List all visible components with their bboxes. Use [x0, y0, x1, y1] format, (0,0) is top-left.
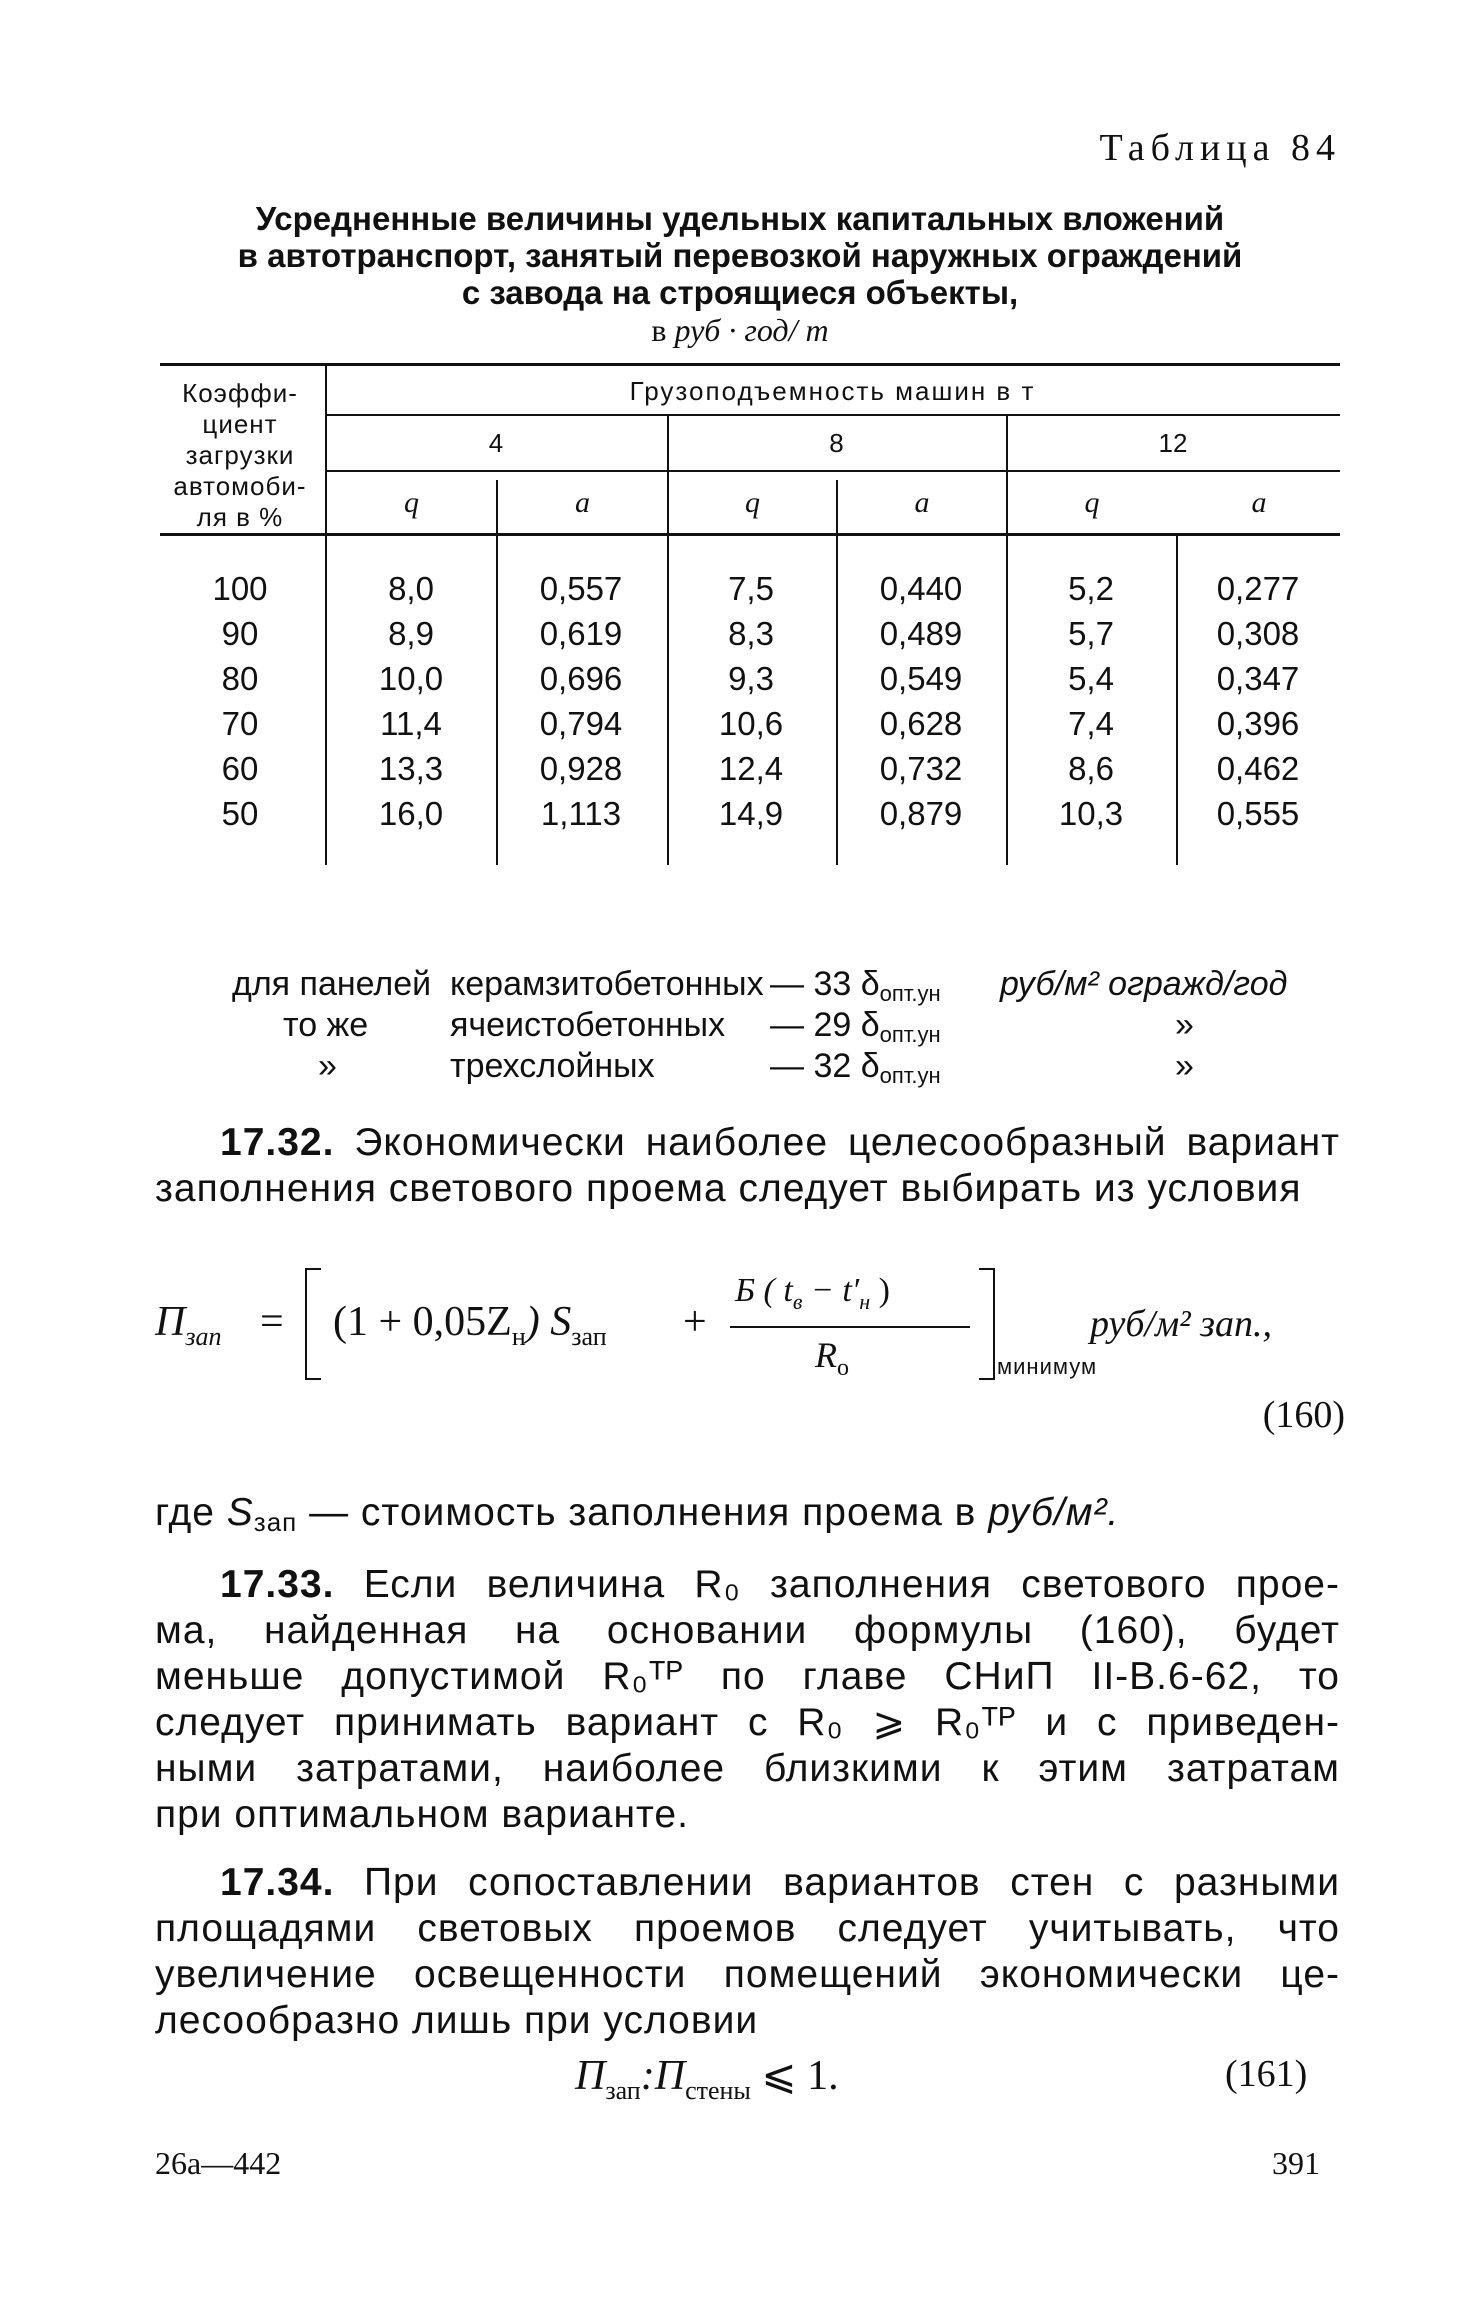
note-prefix: »: [318, 1047, 337, 1085]
header-bottom-rule: [160, 533, 1340, 536]
table-cell: 0,549: [879, 660, 963, 697]
note-units: »: [1175, 1047, 1194, 1085]
table-cell: 5,4: [1068, 660, 1114, 697]
paragraph-text: Экономически наиболее целесообразный вариант заполнения светового проема следует выбирать из условия: [155, 1121, 1340, 1210]
table-cell: 5,7: [1068, 615, 1114, 652]
fraction-bar: [730, 1326, 970, 1328]
table-number: Таблица 84: [1099, 127, 1341, 169]
note-prefix: то же: [283, 1006, 369, 1044]
table-cell-load: 50: [221, 795, 259, 832]
table-cell: 8,9: [388, 615, 434, 652]
table-cell: 0,928: [539, 750, 623, 787]
note-material: ячеистобетонных: [450, 1006, 726, 1044]
note-value: — 29 $\delta_{опт.ун}$: [770, 1006, 941, 1047]
table-cell: 10,3: [1058, 795, 1124, 832]
table-cell: 9,3: [728, 660, 774, 697]
capacity-4: 4: [488, 428, 504, 458]
equation-number: (160): [1262, 1394, 1345, 1436]
table-caption: [220, 200, 1260, 311]
table-cell: 0,696: [539, 660, 623, 697]
col-divider-2: [667, 416, 669, 865]
caption-line-2: в автотранспорт, занятый перевозкой наружных ограждений: [237, 237, 1243, 274]
table-cell: 10,0: [378, 660, 444, 697]
table-cell: 0,619: [539, 615, 623, 652]
table-cell: 10,6: [718, 705, 784, 742]
table-cell-load: 100: [212, 570, 268, 607]
units-value: руб · год/ т: [674, 312, 829, 348]
table-cell-load: 70: [221, 705, 259, 742]
table-cell: 0,462: [1216, 750, 1300, 787]
table-cell: 0,396: [1216, 705, 1300, 742]
note-material: керамзитобетонных: [450, 965, 764, 1003]
where-line: где Sзап — стоимость заполнения проема в руб/м².: [155, 1491, 1120, 1537]
subheader-q: q: [404, 486, 419, 519]
table-cell: 1,113: [540, 795, 622, 832]
section-number: 17.32.: [220, 1121, 335, 1164]
subheader-q: q: [745, 486, 760, 519]
table-cell: 8,6: [1068, 750, 1114, 787]
col-divider-4: [1006, 416, 1008, 865]
table-cell: 0,440: [879, 570, 963, 607]
table-cell: 11,4: [380, 705, 442, 742]
page-number: 391: [1272, 2145, 1320, 2181]
group-header-rule: [325, 414, 1340, 416]
table-cell: 0,628: [879, 705, 963, 742]
group-header: Грузоподъемность машин в т: [629, 376, 1036, 406]
formula-161: $П_{зап}:П_{стены}$ ⩽ 1.: [575, 2053, 839, 2105]
table-top-rule: [160, 363, 1340, 366]
table-cell: 14,9: [718, 795, 784, 832]
table-cell: 7,5: [728, 570, 774, 607]
table-cell: 16,0: [378, 795, 444, 832]
table-cell: 0,489: [879, 615, 963, 652]
equation-number-161: (161): [1225, 2053, 1308, 2095]
note-units: руб/м² огражд/год: [1000, 965, 1288, 1003]
note-units: »: [1175, 1006, 1194, 1044]
capacity-8: 8: [829, 428, 844, 458]
col-divider-3: [836, 480, 838, 865]
table-cell-load: 80: [221, 660, 259, 697]
stub-header: Коэффи- циент загрузки автомоби- ля в %: [173, 378, 307, 532]
caption-line-1: Усредненные величины удельных капитальных вложений: [255, 200, 1225, 237]
table-cell: 7,4: [1068, 705, 1114, 742]
table-cell: 12,4: [718, 750, 784, 787]
paragraph-17-32: [155, 1120, 1340, 1212]
units-prefix: в: [651, 312, 667, 348]
left-bracket: [305, 1268, 307, 1380]
note-value: — 32 $\delta_{опт.ун}$: [770, 1047, 941, 1088]
caption-line-3: с завода на строящиеся объекты,: [461, 274, 1019, 311]
table-cell: 5,2: [1068, 570, 1114, 607]
table-units: [220, 312, 1260, 349]
capacity-rule: [325, 470, 1340, 472]
subheader-a: a: [575, 486, 590, 519]
footer-signature: 26а—442: [155, 2145, 282, 2181]
table-cell: 0,732: [879, 750, 963, 787]
table-cell: 0,879: [879, 795, 963, 832]
table-cell: 13,3: [378, 750, 444, 787]
paragraph-17-34: 17.34. При сопоставлении вариантов стен с разными площадями световых проемов следует учитывать, что увеличение освещенности помещений экономически це- лесообразно лишь при условии: [155, 1861, 1340, 2042]
table-cell: 0,308: [1216, 615, 1300, 652]
table-cell: 0,277: [1216, 570, 1300, 607]
table-cell-load: 60: [221, 750, 259, 787]
right-bracket: [993, 1268, 995, 1380]
table-cell: 8,0: [388, 570, 434, 607]
col-divider-1: [496, 480, 498, 865]
table-cell: 0,555: [1216, 795, 1300, 832]
note-prefix: для панелей: [232, 965, 432, 1003]
table-cell: 8,3: [728, 615, 774, 652]
subheader-a: a: [1251, 486, 1267, 519]
note-material: трехслойных: [450, 1047, 655, 1085]
subheader-a: a: [914, 486, 930, 519]
paragraph-17-33: 17.33. Если величина R₀ заполнения светового прое- ма, найденная на основании формулы (160), будет меньше допустимой R₀ᵀᴾ по главе СНиП II-В.6-62, то следует принимать вариант с R₀ ⩾ R₀ᵀᴾ и с приведен- ными затратами, наиболее близкими к этим затратам при оптимальном варианте.: [155, 1563, 1340, 1836]
formula-160: $П_{зап}$ = $(1 + 0,05Z_н)$ $S_{зап}$ + Б ( $t_в - t'_н$ ) $R_о$ минимум руб/м² зап., (160): [155, 1268, 1345, 1438]
table-cell-load: 90: [221, 615, 259, 652]
note-value: — 33 $\delta_{опт.ун}$: [770, 965, 941, 1006]
table-cell: 0,794: [539, 705, 623, 742]
subheader-q: q: [1084, 486, 1100, 519]
table-cell: 0,557: [539, 570, 623, 607]
table-cell: 0,347: [1216, 660, 1300, 697]
capacity-12: 12: [1158, 428, 1188, 458]
